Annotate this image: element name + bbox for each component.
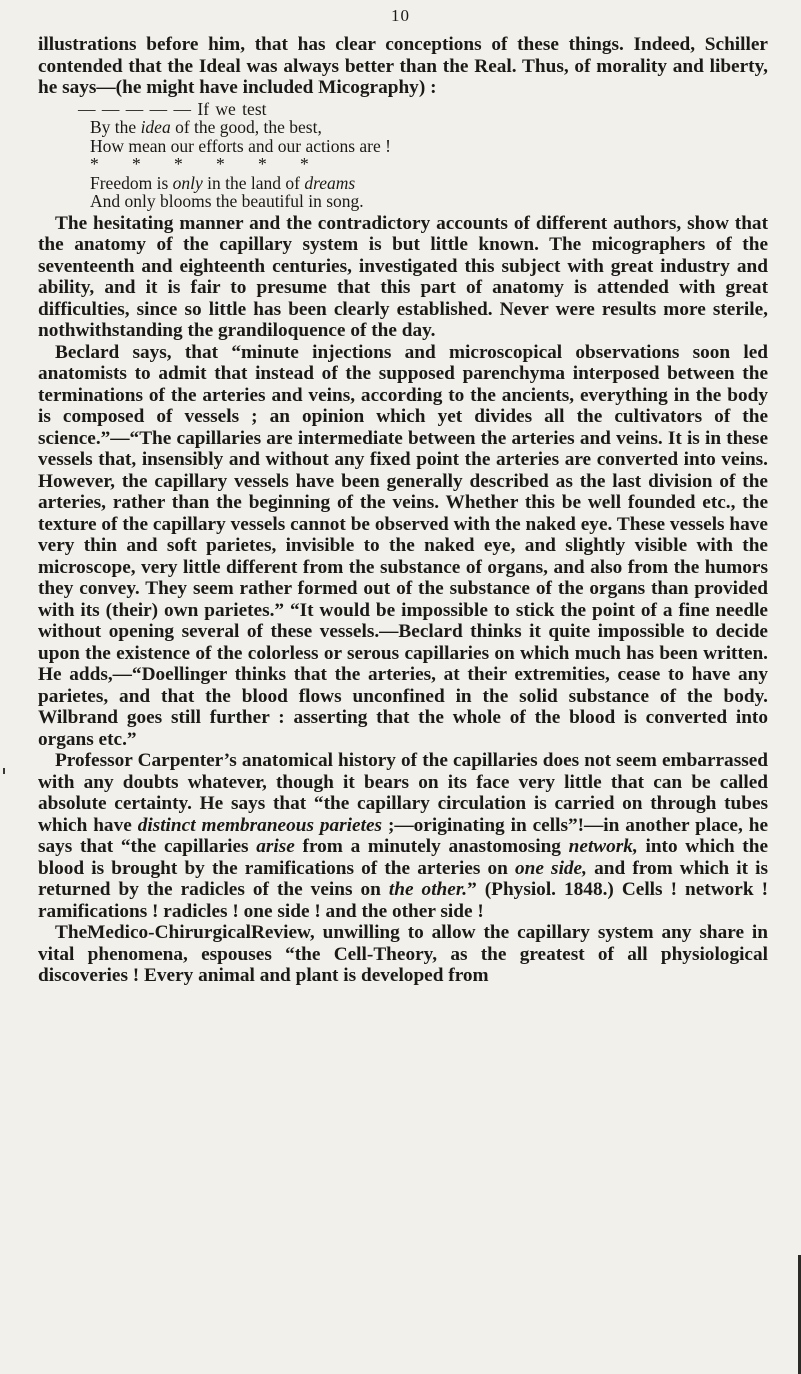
verse-line-5: Freedom is only in the land of dreams	[90, 172, 356, 193]
page-body	[38, 34, 768, 987]
paragraph-beclard: Beclard says, that “minute injections and microscopical observations soon led anatomists to admit that instead of the supposed parenchyma interposed between the terminations of the arteries and veins, according to the ancients, everything in the body is composed of vessels ; an opinion which yet divides all the cultivators of the science.”—“The capillaries are intermediate between the arteries and veins. It is in these vessels that, insensibly and without any fixed point the arteries are converted into veins. However, the capillary vessels have been generally described as the last division of the arteries, rather than the beginning of the veins. Whether this be well founded etc., the texture of the capillary vessels cannot be observed with the naked eye. These vessels have very thin and soft parietes, invisible to the naked eye, and slightly visible with the microscope, very little different from the substance of organs, and also from the humors they convey. They seem rather formed out of the substance of the organs than provided with its (their) own parietes.” “It would be impossible to stick the point of a fine needle without opening several of these vessels.—Beclard thinks it quite impossible to decide upon the existence of the colorless or serous capillaries on which much has been written. He adds,—“Doellinger thinks that the arteries, at their extremities, cease to have any parietes, and that the blood flows unconfined in the solid substance of the body. Wilbrand goes still further : asserting that the whole of the blood is converted into organs etc.”	[38, 341, 768, 750]
asterisk: *	[216, 154, 225, 174]
verse-asterisks	[38, 155, 768, 174]
intro-paragraph: illustrations before him, that has clear conceptions of these things. Indeed, Schiller contended that the Ideal was always better than the Real. Thus, of morality and liberty, he says—(he might have included Micography) :	[38, 34, 768, 98]
paragraph-carpenter: Professor Carpenter’s anatomical history of the capillaries does not seem embarrassed with any doubts whatever, though it bears on its face very little that can be called absolute certainty. He says that “the capillary circulation is carried on through tubes which have distinct membraneous parietes ;—originating in cells”!—in another place, he says that “the capillaries arise from a minutely anastomosing network, into which the blood is brought by the ramifications of the arteries on one side, and from which it is returned by the radicles of the veins on the other.” (Physiol. 1848.) Cells ! network ! ramifications ! radicles ! one side ! and the other side !	[38, 750, 769, 922]
verse-line-6: And only blooms the beautiful in song.	[90, 191, 364, 211]
verse-line-1: — — — — — If we test	[78, 98, 267, 119]
asterisk: *	[258, 154, 267, 174]
margin-mark	[3, 768, 5, 774]
emphasis-network: network,	[568, 836, 638, 857]
verse-line-3: How mean our efforts and our actions are !	[90, 135, 391, 156]
emphasis-membraneous-parietes: distinct membraneous parietes	[137, 814, 383, 836]
paragraph-hesitating-manner: The hesitating manner and the contradictory accounts of different authors, show that the anatomy of the capillary system is but little known. The micographers of the seventeenth and eighteenth centuries, investigated this subject with great industry and ability, and it is fair to presume that this part of anatomy is attended with great difficulties, since so little has been clearly established. Never were results more sterile, nothwithstanding the grandiloquence of the day.	[38, 212, 768, 341]
asterisk: *	[300, 154, 309, 174]
emphasis-idea: idea	[140, 117, 171, 137]
asterisk: *	[132, 154, 141, 174]
verse-line-2: By the idea of the good, the best,	[90, 117, 322, 137]
emphasis-one-side: one side,	[515, 857, 587, 879]
emphasis-dreams: dreams	[304, 172, 356, 193]
emphasis-the-other: the other.	[388, 879, 468, 900]
verse-quotation	[38, 100, 768, 211]
asterisk: *	[174, 154, 183, 174]
page-number: 10	[391, 6, 410, 25]
emphasis-only: only	[172, 172, 203, 193]
emphasis-arise: arise	[256, 836, 295, 857]
paragraph-medico-chirurgical-review: TheMedico-ChirurgicalReview, unwilling to allow the capillary system any share in vital phenomena, espouses “the Cell-Theory, as the greatest of all physiological discoveries ! Every animal and plant is developed from	[38, 922, 768, 986]
asterisk: *	[90, 154, 99, 174]
